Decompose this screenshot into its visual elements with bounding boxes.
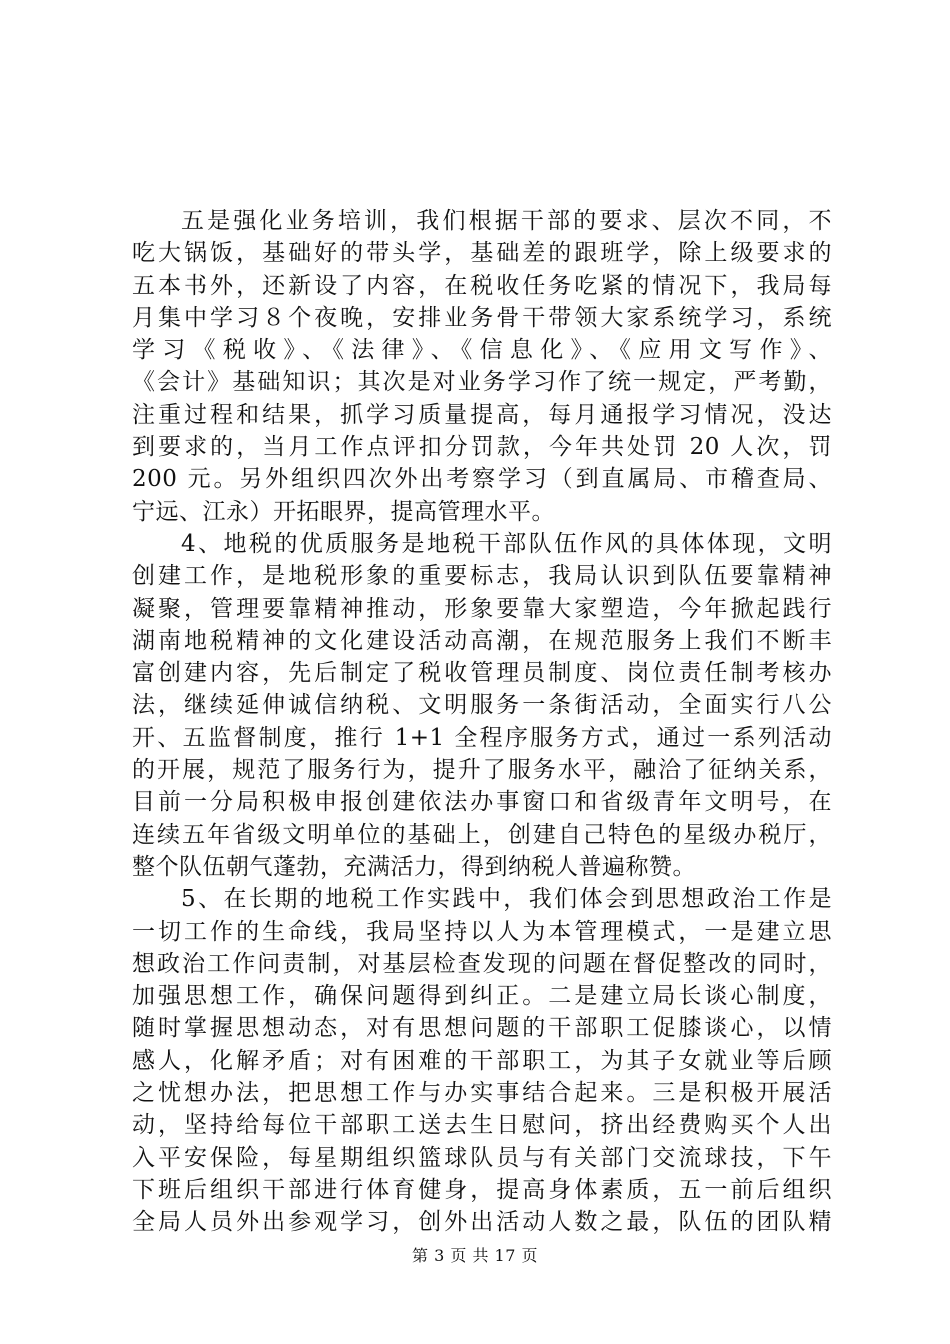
paragraph-1-line-4: 月集中学习８个夜晚，安排业务骨干带领大家系统学习，系统 <box>132 304 832 331</box>
paragraph-2-line-8: 的开展，规范了服务行为，提升了服务水平，融洽了征纳关系， <box>132 757 832 784</box>
paragraph-2-line-3: 凝聚，管理要靠精神推动，形象要靠大家塑造，今年掀起践行 <box>132 595 832 622</box>
paragraph-3-line-11: 全局人员外出参观学习，创外出活动人数之最，队伍的团队精 <box>132 1209 832 1236</box>
paragraph-2-line-9: 目前一分局积极申报创建依法办事窗口和省级青年文明号，在 <box>132 789 832 816</box>
paragraph-1-line-2: 吃大锅饭，基础好的带头学，基础差的跟班学，除上级要求的 <box>132 240 832 267</box>
paragraph-3-line-2: 一切工作的生命线，我局坚持以人为本管理模式，一是建立思 <box>132 918 832 945</box>
paragraph-3-line-7: 之忧想办法，把思想工作与办实事结合起来。三是积极开展活 <box>132 1080 832 1107</box>
paragraph-1-line-1: 五是强化业务培训，我们根据干部的要求、层次不同，不 <box>181 208 832 234</box>
document-body <box>132 205 832 1239</box>
paragraph-3-line-5: 随时掌握思想动态，对有思想问题的干部职工促膝谈心，以情 <box>132 1015 832 1042</box>
paragraph-1-line-5: 学习《税收》、《法律》、《信息化》、《应用文写作》、 <box>132 337 832 364</box>
paragraph-1-line-8: 到要求的，当月工作点评扣分罚款，今年共处罚 20 人次，罚 <box>132 434 832 461</box>
paragraph-3-line-9: 入平安保险，每星期组织篮球队员与有关部门交流球技，下午 <box>132 1144 832 1171</box>
paragraph-2-line-7: 开、五监督制度，推行 1+1 全程序服务方式，通过一系列活动 <box>132 724 832 751</box>
paragraph-1-line-6: 《会计》基础知识；其次是对业务学习作了统一规定，严考勤， <box>132 369 832 396</box>
paragraph-3-line-4: 加强思想工作，确保问题得到纠正。二是建立局长谈心制度， <box>132 983 832 1010</box>
paragraph-1-line-7: 注重过程和结果，抓学习质量提高，每月通报学习情况，没达 <box>132 401 832 428</box>
paragraph-3-line-10: 下班后组织干部进行体育健身，提高身体素质，五一前后组织 <box>132 1176 832 1203</box>
page-footer: 第 3 页 共 17 页 <box>412 1246 538 1265</box>
paragraph-2-line-5: 富创建内容，先后制定了税收管理员制度、岗位责任制考核办 <box>132 660 832 687</box>
paragraph-3-line-1: 5、在长期的地税工作实践中，我们体会到思想政治工作是 <box>181 886 832 913</box>
paragraph-1-line-10: 宁远、江永）开拓眼界，提高管理水平。 <box>132 498 555 525</box>
paragraph-2-line-11: 整个队伍朝气蓬勃，充满活力，得到纳税人普遍称赞。 <box>132 853 696 880</box>
paragraph-2-line-4: 湖南地税精神的文化建设活动高潮，在规范服务上我们不断丰 <box>132 627 832 654</box>
paragraph-2-line-1: 4、地税的优质服务是地税干部队伍作风的具体体现，文明 <box>181 530 832 557</box>
paragraph-3-line-6: 感人，化解矛盾；对有困难的干部职工，为其子女就业等后顾 <box>132 1047 832 1074</box>
paragraph-3-line-8: 动，坚持给每位干部职工送去生日慰问，挤出经费购买个人出 <box>132 1112 832 1139</box>
paragraph-2-line-10: 连续五年省级文明单位的基础上，创建自己特色的星级办税厅， <box>132 821 832 848</box>
paragraph-2-line-6: 法，继续延伸诚信纳税、文明服务一条街活动，全面实行八公 <box>132 692 832 719</box>
paragraph-3-line-3: 想政治工作问责制，对基层检查发现的问题在督促整改的同时， <box>132 950 832 977</box>
paragraph-2-line-2: 创建工作，是地税形象的重要标志，我局认识到队伍要靠精神 <box>132 563 832 590</box>
paragraph-1-line-3: 五本书外，还新设了内容，在税收任务吃紧的情况下，我局每 <box>132 272 832 299</box>
paragraph-1-line-9: 200 元。另外组织四次外出考察学习（到直属局、市稽查局、 <box>132 466 832 493</box>
